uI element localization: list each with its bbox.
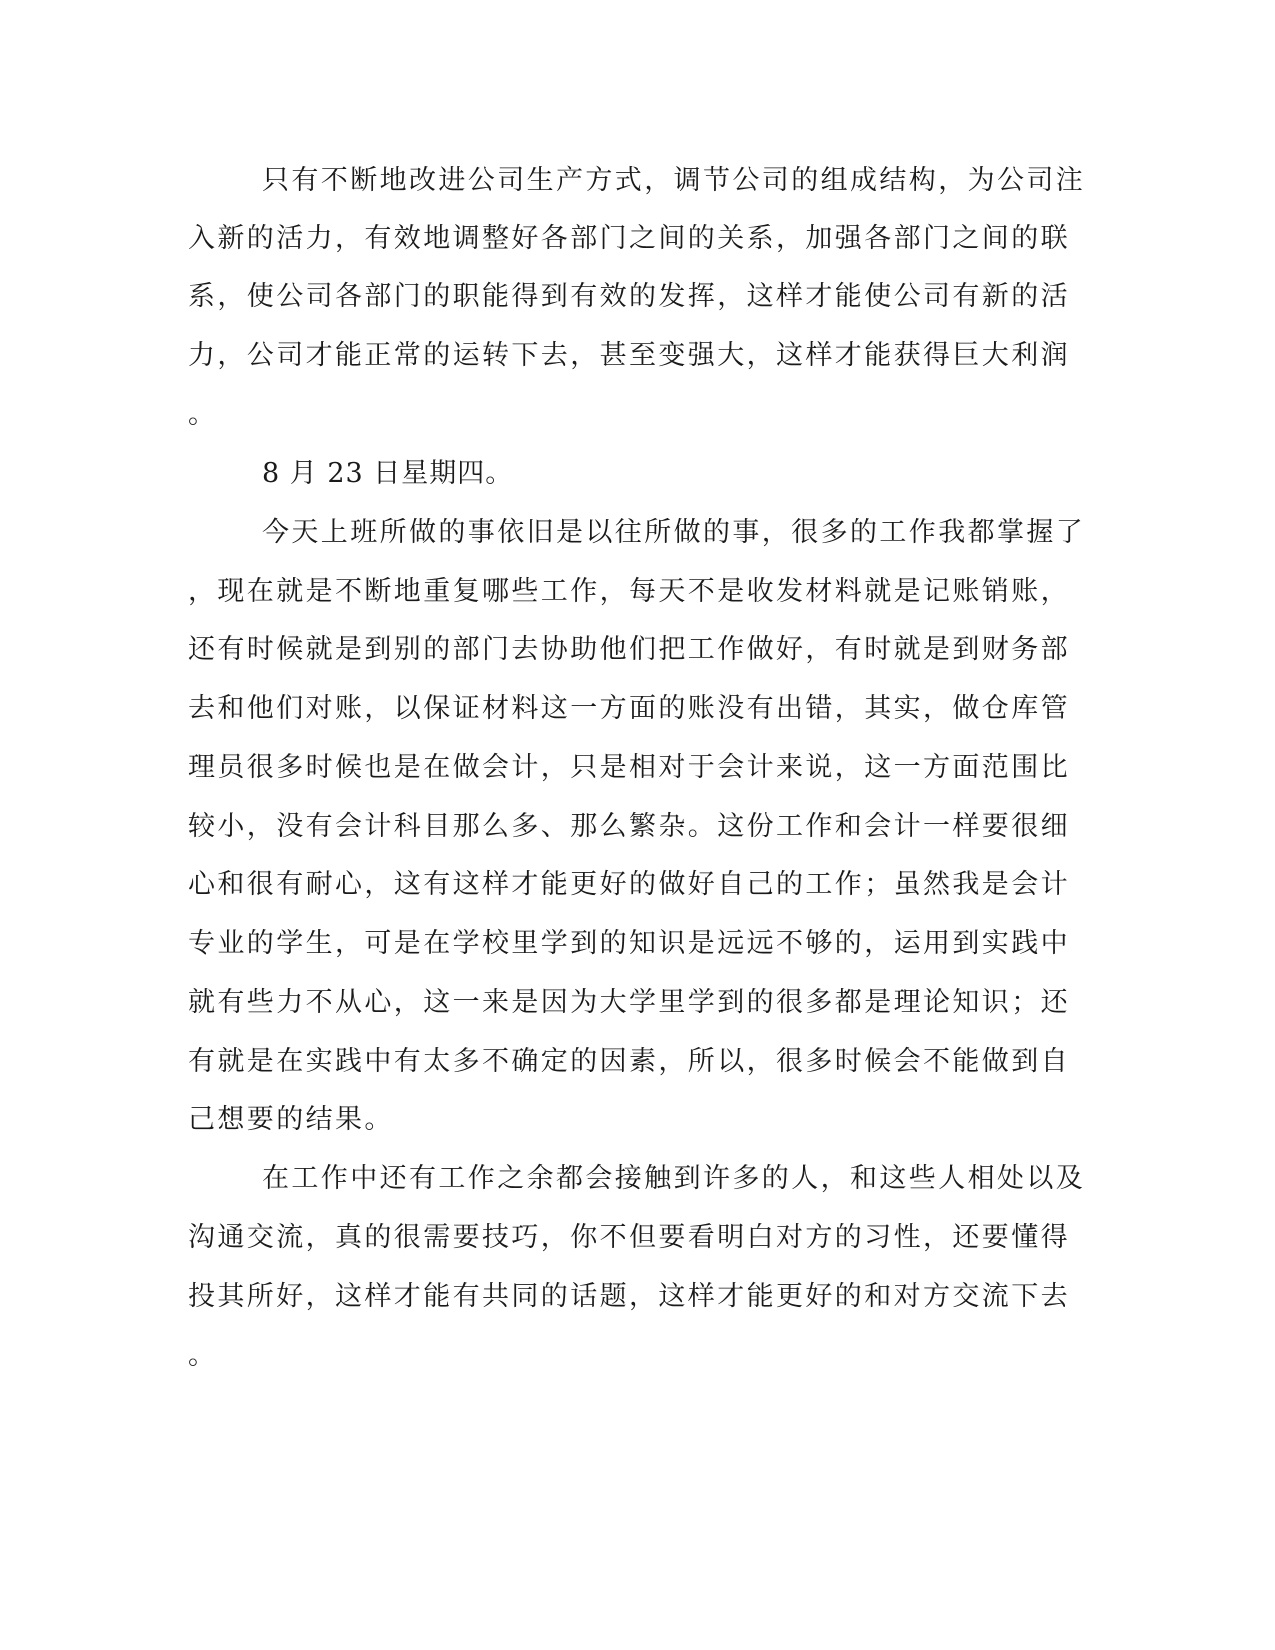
text-line: 己想要的结果。 [188,1104,394,1135]
text-line: ，现在就是不断地重复哪些工作，每天不是收发材料就是记账销账， [188,576,1070,607]
text-line: 。 [188,1340,218,1371]
text-line: 入新的活力，有效地调整好各部门之间的关系，加强各部门之间的联 [188,223,1070,254]
text-line: 。 [188,399,218,430]
text-line: 就有些力不从心，这一来是因为大学里学到的很多都是理论知识；还 [188,987,1070,1018]
text-line: 理员很多时候也是在做会计，只是相对于会计来说，这一方面范围比 [188,752,1070,783]
text-line: 专业的学生，可是在学校里学到的知识是远远不够的，运用到实践中 [188,928,1070,959]
date-heading: 8 月 23 日星期四。 [262,458,514,489]
text-line: 去和他们对账，以保证材料这一方面的账没有出错，其实，做仓库管 [188,693,1070,724]
text-line: 沟通交流，真的很需要技巧，你不但要看明白对方的习性，还要懂得 [188,1222,1070,1253]
text-line: 力，公司才能正常的运转下去，甚至变强大，这样才能获得巨大利润 [188,340,1070,371]
text-line: 较小，没有会计科目那么多、那么繁杂。这份工作和会计一样要很细 [188,811,1070,842]
text-line: 心和很有耐心，这有这样才能更好的做好自己的工作；虽然我是会计 [188,869,1070,900]
text-line: 只有不断地改进公司生产方式，调节公司的组成结构，为公司注 [262,165,1086,196]
text-line: 今天上班所做的事依旧是以往所做的事，很多的工作我都掌握了 [262,517,1086,548]
text-line: 系，使公司各部门的职能得到有效的发挥，这样才能使公司有新的活 [188,281,1070,312]
text-line: 有就是在实践中有太多不确定的因素，所以，很多时候会不能做到自 [188,1046,1070,1077]
text-line: 还有时候就是到别的部门去协助他们把工作做好，有时就是到财务部 [188,634,1070,665]
text-line: 投其所好，这样才能有共同的话题，这样才能更好的和对方交流下去 [188,1281,1070,1312]
text-line: 在工作中还有工作之余都会接触到许多的人，和这些人相处以及 [262,1163,1086,1194]
